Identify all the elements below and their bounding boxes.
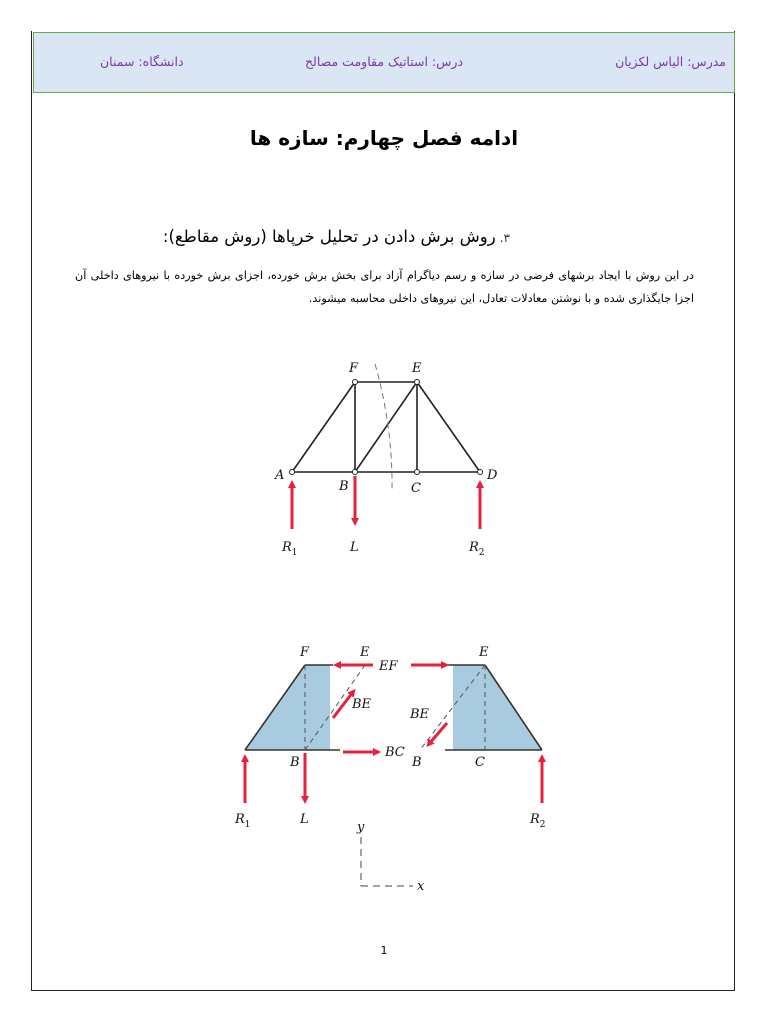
label-f: F bbox=[300, 645, 310, 660]
course-label: درس: استاتیک مقاومت مصالح bbox=[304, 54, 464, 69]
page-number: 1 bbox=[380, 944, 388, 957]
section-heading bbox=[163, 227, 510, 246]
university-label: دانشگاه: سمنان bbox=[100, 54, 184, 69]
label-r1: $R_1$ bbox=[282, 540, 298, 558]
intro-paragraph: در این روش با ایجاد برشهای فرضی در سازه و رسم دیاگرام آزاد برای بخش برش خورده، اجزای برش خورده با نیروهای داخلی آن اجزا جایگذاری شده و با نوشتن معادلات تعادل، این نیروهای داخلی محاسبه میشوند. bbox=[75, 269, 694, 305]
label-b-left: B bbox=[290, 755, 300, 770]
axis-x-label: x bbox=[417, 879, 425, 894]
label-be-left: BE bbox=[352, 697, 372, 712]
member-be bbox=[355, 382, 417, 472]
left-section-fill bbox=[245, 665, 330, 750]
label-f: F bbox=[349, 361, 359, 376]
label-l: L bbox=[300, 812, 309, 827]
label-d: D bbox=[487, 468, 498, 483]
member-af bbox=[292, 382, 355, 472]
free-body-diagram bbox=[215, 640, 575, 900]
label-b: B bbox=[339, 479, 349, 494]
joint-f bbox=[353, 380, 358, 385]
joint-b bbox=[353, 470, 358, 475]
joint-d bbox=[478, 470, 483, 475]
member-ed bbox=[417, 382, 480, 472]
label-a: A bbox=[275, 468, 285, 483]
page-header bbox=[33, 32, 735, 93]
right-section-fill bbox=[453, 665, 542, 750]
section-heading-text: روش برش دادن در تحلیل خرپاها (روش مقاطع): bbox=[162, 227, 496, 246]
label-r2: $R_2$ bbox=[530, 812, 546, 830]
section-number: ۳. bbox=[499, 231, 510, 245]
label-e: E bbox=[412, 361, 422, 376]
label-ef: EF bbox=[379, 659, 398, 674]
joint-a bbox=[290, 470, 295, 475]
label-e-right: E bbox=[479, 645, 489, 660]
axis-y-label: y bbox=[357, 820, 365, 835]
joint-c bbox=[415, 470, 420, 475]
label-r1: $R_1$ bbox=[235, 812, 251, 830]
joint-e bbox=[415, 380, 420, 385]
label-e-left: E bbox=[360, 645, 370, 660]
label-c: C bbox=[475, 755, 485, 770]
force-be-right-arrow bbox=[429, 723, 447, 744]
coordinate-axes bbox=[356, 820, 425, 894]
truss-diagram bbox=[260, 352, 520, 562]
instructor-label: مدرس: الیاس لکزیان bbox=[615, 54, 726, 69]
label-r2: $R_2$ bbox=[469, 540, 485, 558]
label-bc: BC bbox=[385, 745, 405, 760]
label-be-right: BE bbox=[410, 707, 430, 722]
label-c: C bbox=[411, 481, 421, 496]
label-b-right: B bbox=[412, 755, 422, 770]
label-l: L bbox=[350, 540, 359, 555]
chapter-title: ادامه فصل چهارم: سازه ها bbox=[249, 126, 519, 150]
